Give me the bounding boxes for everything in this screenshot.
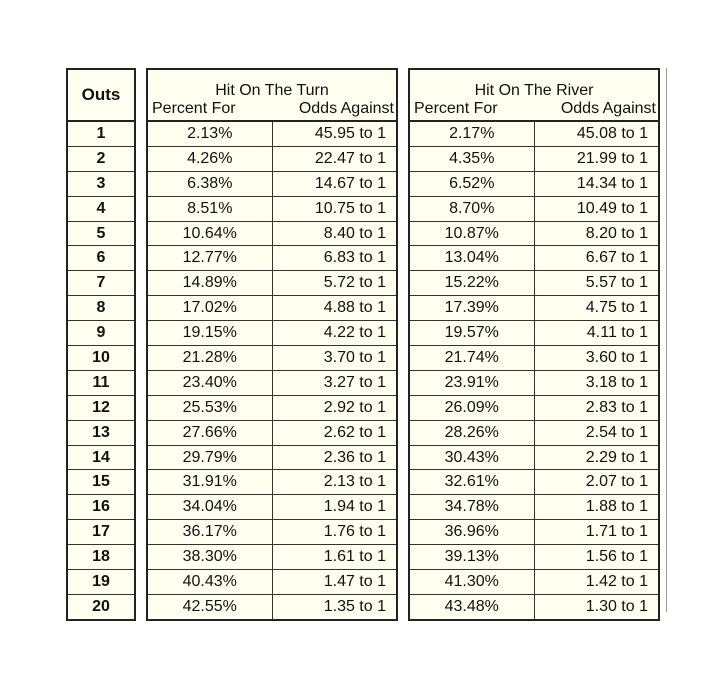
turn-percent-cell: 17.02% xyxy=(147,296,272,321)
turn-odds-cell: 1.76 to 1 xyxy=(272,520,397,545)
table-row xyxy=(67,346,135,371)
table-row xyxy=(147,121,397,146)
table-row xyxy=(67,445,135,470)
right-edge-rule xyxy=(666,68,667,612)
table-row xyxy=(409,545,659,570)
turn-percent-cell: 27.66% xyxy=(147,420,272,445)
turn-odds-cell: 8.40 to 1 xyxy=(272,221,397,246)
river-percent-for-header: Percent For xyxy=(414,100,498,117)
turn-title: Hit On The Turn xyxy=(215,82,329,99)
table-row xyxy=(147,470,397,495)
table-row xyxy=(67,221,135,246)
turn-odds-cell: 5.72 to 1 xyxy=(272,271,397,296)
turn-percent-cell: 8.51% xyxy=(147,196,272,221)
river-percent-cell: 28.26% xyxy=(409,420,534,445)
river-odds-cell: 1.56 to 1 xyxy=(534,545,659,570)
table-row xyxy=(409,196,659,221)
turn-odds-cell: 4.88 to 1 xyxy=(272,296,397,321)
table-row xyxy=(67,495,135,520)
turn-odds-cell: 2.13 to 1 xyxy=(272,470,397,495)
turn-percent-cell: 38.30% xyxy=(147,545,272,570)
river-percent-cell: 10.87% xyxy=(409,221,534,246)
turn-percent-cell: 42.55% xyxy=(147,594,272,619)
table-row xyxy=(409,296,659,321)
outs-column-table xyxy=(66,68,136,621)
outs-cell: 19 xyxy=(67,570,135,595)
turn-odds-cell: 4.22 to 1 xyxy=(272,321,397,346)
turn-percent-cell: 12.77% xyxy=(147,246,272,271)
turn-percent-cell: 21.28% xyxy=(147,346,272,371)
turn-percent-cell: 36.17% xyxy=(147,520,272,545)
turn-percent-cell: 31.91% xyxy=(147,470,272,495)
river-percent-cell: 13.04% xyxy=(409,246,534,271)
river-odds-cell: 2.83 to 1 xyxy=(534,395,659,420)
river-odds-cell: 10.49 to 1 xyxy=(534,196,659,221)
turn-odds-cell: 2.92 to 1 xyxy=(272,395,397,420)
outs-cell: 18 xyxy=(67,545,135,570)
table-row xyxy=(67,370,135,395)
table-row xyxy=(147,545,397,570)
river-header xyxy=(409,69,659,121)
turn-odds-cell: 1.47 to 1 xyxy=(272,570,397,595)
table-row xyxy=(409,121,659,146)
turn-percent-cell: 34.04% xyxy=(147,495,272,520)
table-row xyxy=(147,146,397,171)
river-percent-cell: 32.61% xyxy=(409,470,534,495)
river-odds-cell: 5.57 to 1 xyxy=(534,271,659,296)
table-row xyxy=(409,594,659,619)
river-percent-cell: 26.09% xyxy=(409,395,534,420)
river-percent-cell: 41.30% xyxy=(409,570,534,595)
river-odds-table xyxy=(408,68,660,621)
table-row xyxy=(409,370,659,395)
table-row xyxy=(67,395,135,420)
table-row xyxy=(67,121,135,146)
table-row xyxy=(67,545,135,570)
table-row xyxy=(409,420,659,445)
outs-cell: 16 xyxy=(67,495,135,520)
table-row xyxy=(147,445,397,470)
turn-odds-cell: 6.83 to 1 xyxy=(272,246,397,271)
outs-cell: 20 xyxy=(67,594,135,619)
river-odds-cell: 2.07 to 1 xyxy=(534,470,659,495)
turn-percent-cell: 19.15% xyxy=(147,321,272,346)
table-row xyxy=(67,271,135,296)
outs-cell: 6 xyxy=(67,246,135,271)
river-odds-cell: 2.54 to 1 xyxy=(534,420,659,445)
turn-odds-cell: 14.67 to 1 xyxy=(272,171,397,196)
outs-cell: 10 xyxy=(67,346,135,371)
table-row xyxy=(67,196,135,221)
turn-odds-cell: 3.27 to 1 xyxy=(272,370,397,395)
table-row xyxy=(409,346,659,371)
river-odds-cell: 45.08 to 1 xyxy=(534,121,659,146)
turn-odds-cell: 45.95 to 1 xyxy=(272,121,397,146)
table-row xyxy=(67,146,135,171)
table-row xyxy=(409,395,659,420)
table-row xyxy=(147,395,397,420)
turn-percent-cell: 6.38% xyxy=(147,171,272,196)
table-row xyxy=(67,321,135,346)
river-odds-cell: 4.75 to 1 xyxy=(534,296,659,321)
turn-percent-cell: 40.43% xyxy=(147,570,272,595)
outs-cell: 14 xyxy=(67,445,135,470)
river-percent-cell: 2.17% xyxy=(409,121,534,146)
table-row xyxy=(147,321,397,346)
table-row xyxy=(147,370,397,395)
river-percent-cell: 8.70% xyxy=(409,196,534,221)
outs-cell: 2 xyxy=(67,146,135,171)
river-odds-cell: 2.29 to 1 xyxy=(534,445,659,470)
outs-cell: 8 xyxy=(67,296,135,321)
turn-odds-cell: 1.35 to 1 xyxy=(272,594,397,619)
river-odds-cell: 4.11 to 1 xyxy=(534,321,659,346)
turn-odds-cell: 2.36 to 1 xyxy=(272,445,397,470)
outs-cell: 5 xyxy=(67,221,135,246)
river-odds-cell: 3.60 to 1 xyxy=(534,346,659,371)
table-row xyxy=(147,221,397,246)
outs-cell: 9 xyxy=(67,321,135,346)
river-odds-cell: 1.88 to 1 xyxy=(534,495,659,520)
table-row xyxy=(147,570,397,595)
outs-cell: 17 xyxy=(67,520,135,545)
table-row xyxy=(409,445,659,470)
table-row xyxy=(147,171,397,196)
table-row xyxy=(67,171,135,196)
river-percent-cell: 19.57% xyxy=(409,321,534,346)
outs-cell: 15 xyxy=(67,470,135,495)
river-percent-cell: 30.43% xyxy=(409,445,534,470)
river-title: Hit On The River xyxy=(474,82,594,99)
outs-cell: 12 xyxy=(67,395,135,420)
turn-odds-table xyxy=(146,68,398,621)
outs-cell: 3 xyxy=(67,171,135,196)
table-row xyxy=(409,321,659,346)
table-row xyxy=(409,470,659,495)
turn-percent-cell: 10.64% xyxy=(147,221,272,246)
turn-percent-cell: 29.79% xyxy=(147,445,272,470)
river-odds-cell: 1.42 to 1 xyxy=(534,570,659,595)
river-percent-cell: 4.35% xyxy=(409,146,534,171)
river-odds-cell: 3.18 to 1 xyxy=(534,370,659,395)
table-row xyxy=(67,570,135,595)
turn-percent-cell: 2.13% xyxy=(147,121,272,146)
table-row xyxy=(67,594,135,619)
turn-percent-cell: 14.89% xyxy=(147,271,272,296)
river-odds-cell: 21.99 to 1 xyxy=(534,146,659,171)
table-row xyxy=(67,296,135,321)
turn-odds-cell: 3.70 to 1 xyxy=(272,346,397,371)
table-row xyxy=(147,196,397,221)
table-row xyxy=(67,246,135,271)
table-row xyxy=(409,271,659,296)
outs-header: Outs xyxy=(67,69,135,121)
turn-header xyxy=(147,69,397,121)
river-odds-against-header: Odds Against xyxy=(560,100,656,117)
river-percent-cell: 23.91% xyxy=(409,370,534,395)
table-row xyxy=(147,246,397,271)
river-percent-cell: 43.48% xyxy=(409,594,534,619)
table-row xyxy=(147,420,397,445)
river-odds-cell: 8.20 to 1 xyxy=(534,221,659,246)
table-row xyxy=(409,246,659,271)
river-percent-cell: 6.52% xyxy=(409,171,534,196)
table-row xyxy=(147,346,397,371)
turn-odds-cell: 1.94 to 1 xyxy=(272,495,397,520)
river-percent-cell: 34.78% xyxy=(409,495,534,520)
river-percent-cell: 17.39% xyxy=(409,296,534,321)
outs-cell: 1 xyxy=(67,121,135,146)
turn-percent-for-header: Percent For xyxy=(152,100,236,117)
table-row xyxy=(409,495,659,520)
river-odds-cell: 14.34 to 1 xyxy=(534,171,659,196)
river-odds-cell: 1.71 to 1 xyxy=(534,520,659,545)
table-row xyxy=(409,171,659,196)
turn-odds-against-header: Odds Against xyxy=(298,100,394,117)
table-row xyxy=(409,570,659,595)
table-row xyxy=(147,296,397,321)
table-row xyxy=(409,221,659,246)
river-odds-cell: 1.30 to 1 xyxy=(534,594,659,619)
turn-odds-cell: 22.47 to 1 xyxy=(272,146,397,171)
river-percent-cell: 15.22% xyxy=(409,271,534,296)
table-row xyxy=(67,470,135,495)
turn-percent-cell: 23.40% xyxy=(147,370,272,395)
outs-cell: 4 xyxy=(67,196,135,221)
turn-odds-cell: 2.62 to 1 xyxy=(272,420,397,445)
turn-odds-cell: 10.75 to 1 xyxy=(272,196,397,221)
table-row xyxy=(67,420,135,445)
river-odds-cell: 6.67 to 1 xyxy=(534,246,659,271)
outs-cell: 13 xyxy=(67,420,135,445)
table-row xyxy=(147,594,397,619)
table-row xyxy=(147,271,397,296)
turn-percent-cell: 25.53% xyxy=(147,395,272,420)
table-row xyxy=(147,520,397,545)
outs-cell: 7 xyxy=(67,271,135,296)
outs-cell: 11 xyxy=(67,370,135,395)
table-row xyxy=(409,520,659,545)
table-row xyxy=(147,495,397,520)
river-percent-cell: 21.74% xyxy=(409,346,534,371)
table-row xyxy=(67,520,135,545)
turn-percent-cell: 4.26% xyxy=(147,146,272,171)
turn-odds-cell: 1.61 to 1 xyxy=(272,545,397,570)
table-row xyxy=(409,146,659,171)
river-percent-cell: 36.96% xyxy=(409,520,534,545)
river-percent-cell: 39.13% xyxy=(409,545,534,570)
